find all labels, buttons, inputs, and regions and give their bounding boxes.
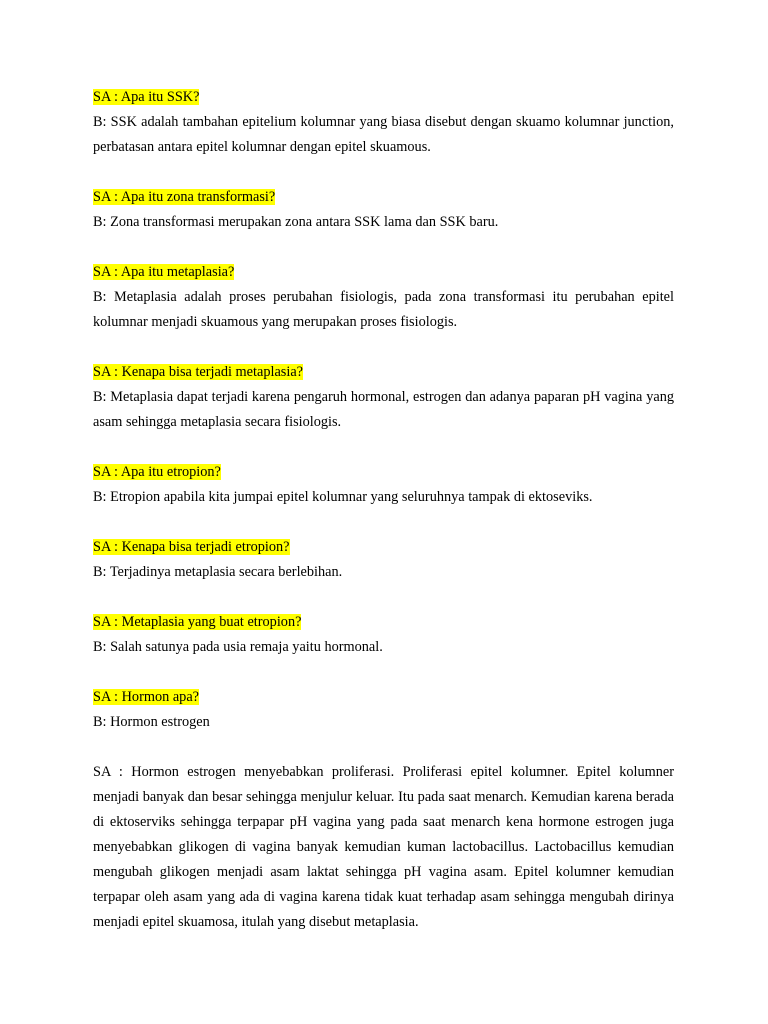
answer-text: B: Terjadinya metaplasia secara berlebihan. — [93, 564, 343, 580]
question-line — [93, 685, 674, 710]
highlighted-question: SA : Apa itu metaplasia? — [93, 264, 235, 280]
closing-paragraph: SA : Hormon estrogen menyebabkan proliferasi. Proliferasi epitel kolumner. Epitel kolumner menjadi banyak dan besar sehingga menjulur keluar. Itu pada saat menarch. Kemudian karena berada di ektoserviks sehingga terpapar pH vagina yang pada saat menarch kena hormone estrogen juga menyebabkan glikogen di vagina banyak kemudian kuman lactobacillus. Lactobacillus kemudian mengubah glikogen menjadi asam laktat sehingga pH vagina asam. Epitel kolumner kemudian terpapar oleh asam yang ada di vagina karena tidak kuat terhadap asam sehingga mengubah dirinya menjadi epitel skuamosa, itulah yang disebut metaplasia. — [93, 764, 674, 930]
answer-text: B: Metaplasia adalah proses perubahan fisiologis, pada zona transformasi itu perubahan epitel kolumnar menjadi skuamous yang merupakan proses fisiologis. — [93, 289, 674, 330]
document-page — [93, 85, 674, 935]
answer-text: B: SSK adalah tambahan epitelium kolumnar yang biasa disebut dengan skuamo kolumnar junction, perbatasan antara epitel kolumnar dengan epitel skuamous. — [93, 114, 674, 155]
highlighted-question: SA : Metaplasia yang buat etropion? — [93, 614, 302, 630]
question-line — [93, 185, 674, 210]
highlighted-question: SA : Apa itu SSK? — [93, 89, 200, 105]
answer-text: B: Etropion apabila kita jumpai epitel kolumnar yang seluruhnya tampak di ektoseviks. — [93, 489, 593, 505]
question-line — [93, 85, 674, 110]
qa-block-hormon — [93, 685, 674, 735]
qa-block-metaplasia-etropion — [93, 610, 674, 660]
qa-block-ssk — [93, 85, 674, 160]
answer-text: B: Salah satunya pada usia remaja yaitu hormonal. — [93, 639, 383, 655]
qa-block-etropion — [93, 460, 674, 510]
question-line — [93, 535, 674, 560]
highlighted-question: SA : Kenapa bisa terjadi etropion? — [93, 539, 290, 555]
highlighted-question: SA : Apa itu zona transformasi? — [93, 189, 276, 205]
qa-block-penyebab-etropion — [93, 535, 674, 585]
question-line — [93, 610, 674, 635]
qa-block-zona-transformasi — [93, 185, 674, 235]
question-line — [93, 460, 674, 485]
answer-text: B: Hormon estrogen — [93, 714, 210, 730]
answer-text: B: Metaplasia dapat terjadi karena pengaruh hormonal, estrogen dan adanya paparan pH vagina yang asam sehingga metaplasia secara fisiologis. — [93, 389, 674, 430]
highlighted-question: SA : Hormon apa? — [93, 689, 200, 705]
question-line — [93, 360, 674, 385]
question-line — [93, 260, 674, 285]
highlighted-question: SA : Kenapa bisa terjadi metaplasia? — [93, 364, 304, 380]
qa-block-metaplasia — [93, 260, 674, 335]
highlighted-question: SA : Apa itu etropion? — [93, 464, 221, 480]
answer-text: B: Zona transformasi merupakan zona antara SSK lama dan SSK baru. — [93, 214, 499, 230]
qa-block-penyebab-metaplasia — [93, 360, 674, 435]
